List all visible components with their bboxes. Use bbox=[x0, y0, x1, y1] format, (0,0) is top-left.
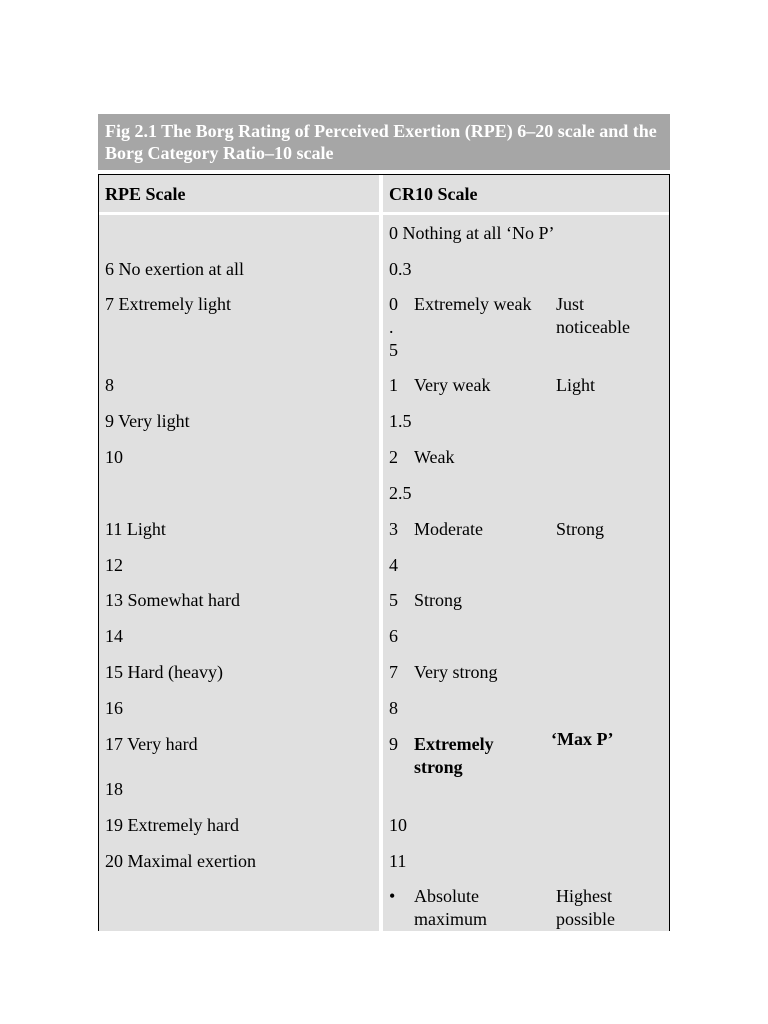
cr10-description: Extremely bbox=[414, 734, 494, 754]
cr10-description: Very weak bbox=[414, 375, 491, 395]
cr10-description: Absolute bbox=[414, 886, 479, 906]
cr10-description: maximum bbox=[414, 909, 487, 929]
rpe-row: 8 bbox=[105, 375, 114, 395]
cr10-extra: possible bbox=[556, 909, 616, 929]
cr10-number: . bbox=[389, 317, 394, 337]
cr10-row: 11 bbox=[389, 851, 407, 871]
cr10-number: 2 bbox=[389, 447, 398, 467]
cr10-number: 5 bbox=[389, 340, 398, 360]
rpe-row: 6 No exertion at all bbox=[105, 259, 244, 279]
cr10-row: 0.3 bbox=[389, 259, 412, 279]
header-rpe-scale: RPE Scale bbox=[105, 184, 186, 204]
cr10-row: 0 Nothing at all ‘No P’ bbox=[389, 223, 555, 243]
rpe-row: 13 Somewhat hard bbox=[105, 590, 240, 610]
rpe-row: 11 Light bbox=[105, 519, 166, 539]
cr10-number: 7 bbox=[389, 662, 398, 682]
cr10-description: strong bbox=[414, 757, 463, 777]
cr10-description: Strong bbox=[414, 590, 463, 610]
figure-caption: Fig 2.1 The Borg Rating of Perceived Exertion (RPE) 6–20 scale and the Borg Category Ratio–10 scale bbox=[98, 114, 670, 170]
cr10-number: 0 bbox=[389, 294, 398, 314]
cr10-description: Weak bbox=[414, 447, 455, 467]
rpe-row: 12 bbox=[105, 555, 123, 575]
rpe-row: 19 Extremely hard bbox=[105, 815, 239, 835]
cr10-extra: Highest bbox=[556, 886, 612, 906]
cr10-number: 9 bbox=[389, 734, 398, 754]
borg-scale-table bbox=[98, 174, 670, 931]
rpe-row: 16 bbox=[105, 698, 123, 718]
column-divider bbox=[379, 175, 383, 931]
cr10-number: 3 bbox=[389, 519, 398, 539]
cr10-extra: Strong bbox=[556, 519, 605, 539]
cr10-row: 6 bbox=[389, 626, 398, 646]
cr10-row: 1.5 bbox=[389, 411, 412, 431]
cr10-number: 1 bbox=[389, 375, 398, 395]
cr10-description: Very strong bbox=[414, 662, 498, 682]
cr10-extra: noticeable bbox=[556, 317, 630, 337]
cr10-extra: Just bbox=[556, 294, 585, 314]
cr10-row: 4 bbox=[389, 555, 398, 575]
cr10-row: 8 bbox=[389, 698, 398, 718]
rpe-row: 7 Extremely light bbox=[105, 294, 231, 314]
cr10-row: 2.5 bbox=[389, 483, 412, 503]
bullet-icon: • bbox=[389, 886, 396, 906]
rpe-row: 15 Hard (heavy) bbox=[105, 662, 223, 682]
cr10-description: Extremely weak bbox=[414, 294, 532, 314]
rpe-row: 9 Very light bbox=[105, 411, 190, 431]
cr10-row: 10 bbox=[389, 815, 407, 835]
header-cr10-scale: CR10 Scale bbox=[389, 184, 478, 204]
rpe-row: 14 bbox=[105, 626, 123, 646]
rpe-row: 10 bbox=[105, 447, 123, 467]
rpe-row: 17 Very hard bbox=[105, 734, 198, 754]
cr10-extra: Light bbox=[556, 375, 595, 395]
cr10-number: 5 bbox=[389, 590, 398, 610]
header-divider bbox=[99, 212, 669, 215]
rpe-row: 18 bbox=[105, 779, 123, 799]
cr10-description: Moderate bbox=[414, 519, 483, 539]
cr10-extra: ‘Max P’ bbox=[551, 729, 614, 749]
rpe-row: 20 Maximal exertion bbox=[105, 851, 256, 871]
